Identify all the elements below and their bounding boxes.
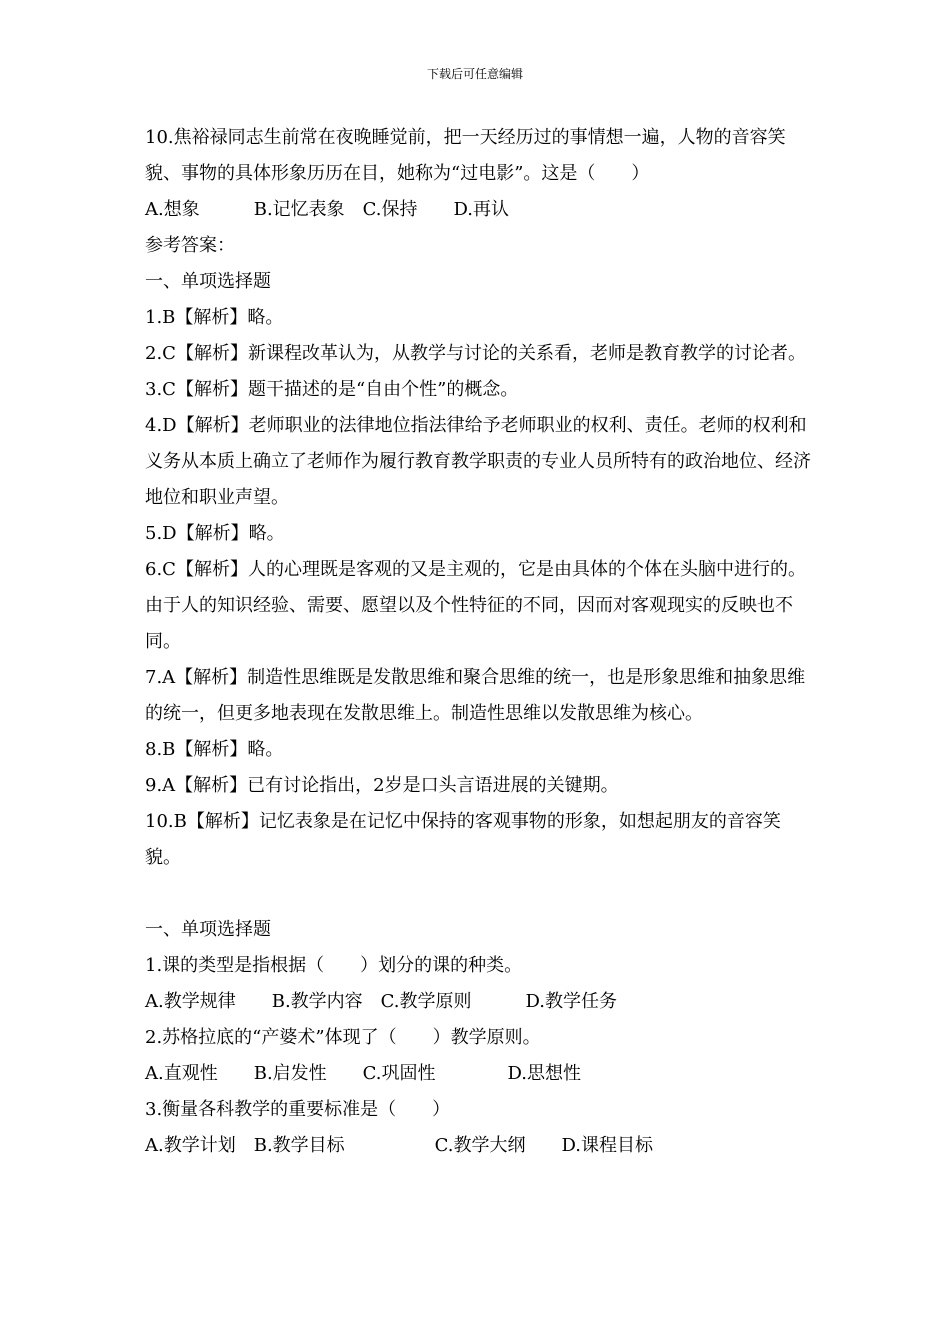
question-1: 1.课的类型是指根据（ ）划分的课的种类。 [145,955,523,976]
question-2: 2.苏格拉底的“产婆术”体现了（ ）教学原则。 [145,1027,541,1048]
answer-7: 7.A【解析】制造性思维既是发散思维和聚合思维的统一，也是形象思维和抽象思维的统一，但更多地表现在发散思维上。制造性思维以发散思维为核心。 [145,667,806,724]
answer-8: 8.B【解析】略。 [145,739,284,760]
document-body [145,120,815,1164]
answers-section-title: 一、单项选择题 [145,271,271,292]
answer-1: 1.B【解析】略。 [145,307,284,328]
question-3-options: A.教学计划 B.教学目标 C.教学大纲 D.课程目标 [145,1135,654,1156]
question-2-options: A.直观性 B.启发性 C.巩固性 D.思想性 [145,1063,582,1084]
question-10-options: A.想象 B.记忆表象 C.保持 D.再认 [145,199,510,220]
section-title: 一、单项选择题 [145,919,271,940]
question-3: 3.衡量各科教学的重要标准是（ ） [145,1099,451,1120]
answer-6: 6.C【解析】人的心理既是客观的又是主观的，它是由具体的个体在头脑中进行的。由于人的知识经验、需要、愿望以及个性特征的不同，因而对客观现实的反映也不同。 [145,559,806,652]
answer-9: 9.A【解析】已有讨论指出，2岁是口头言语进展的关键期。 [145,775,619,796]
page-header: 下载后可任意编辑 [426,67,523,81]
answer-4: 4.D【解析】老师职业的法律地位指法律给予老师职业的权利、责任。老师的权利和义务从本质上确立了老师作为履行教育教学职责的专业人员所特有的政治地位、经济地位和职业声望。 [145,415,811,508]
section-spacer [145,876,815,912]
answer-2: 2.C【解析】新课程改革认为，从教学与讨论的关系看，老师是教育教学的讨论者。 [145,343,806,364]
answer-3: 3.C【解析】题干描述的是“自由个性”的概念。 [145,379,519,400]
answer-10: 10.B【解析】记忆表象是在记忆中保持的客观事物的形象，如想起朋友的音容笑貌。 [145,811,781,868]
answers-heading: 参考答案： [145,235,235,256]
answer-5: 5.D【解析】略。 [145,523,285,544]
question-10: 10.焦裕禄同志生前常在夜晚睡觉前，把一天经历过的事情想一遍，人物的音容笑貌、事物的具体形象历历在目，她称为“过电影”。这是（ ） [145,127,786,184]
question-1-options: A.教学规律 B.教学内容 C.教学原则 D.教学任务 [145,991,618,1012]
